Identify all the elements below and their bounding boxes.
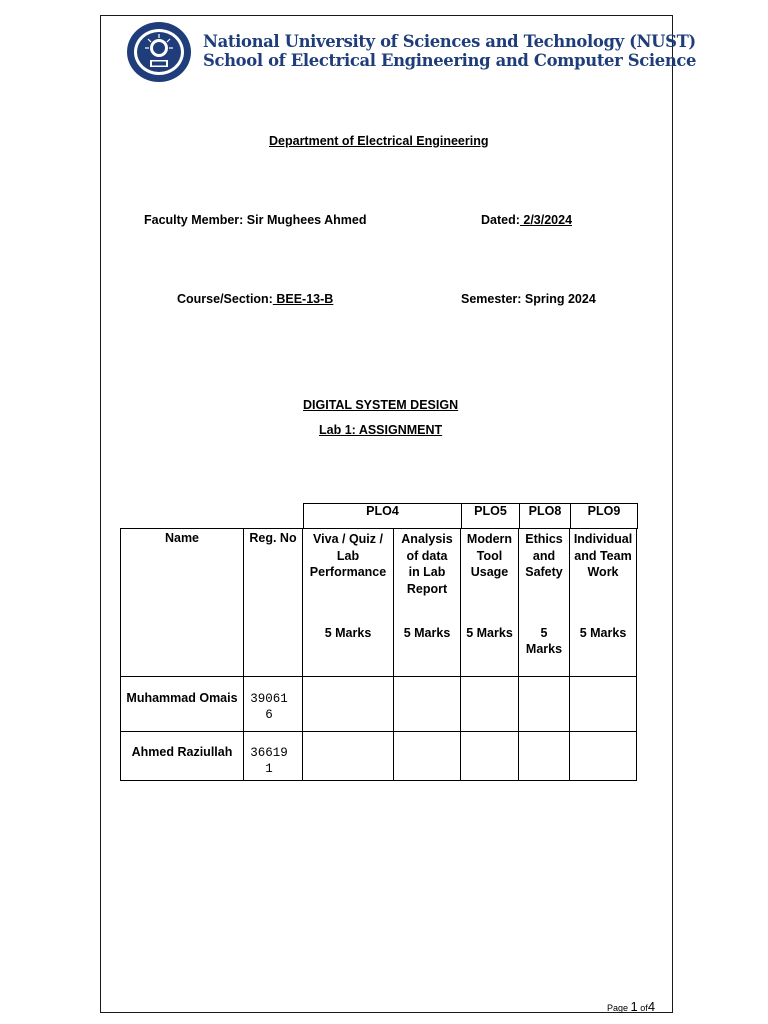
individual-cell[interactable] bbox=[570, 677, 637, 732]
plo9-header: PLO9 bbox=[571, 504, 638, 529]
viva-marks: 5 Marks bbox=[324, 625, 372, 640]
plo4-header: PLO4 bbox=[304, 504, 462, 529]
modern-marks: 5 Marks bbox=[466, 625, 513, 640]
dated-field bbox=[481, 213, 572, 227]
indiv-marks: 5 Marks bbox=[579, 625, 627, 640]
modern-cell[interactable] bbox=[461, 677, 519, 732]
viva-line-1: Viva / Quiz / bbox=[313, 532, 383, 546]
of-word: of bbox=[640, 1003, 648, 1013]
plo8-header: PLO8 bbox=[520, 504, 571, 529]
modern-header bbox=[461, 529, 519, 677]
analysis-cell[interactable] bbox=[394, 732, 461, 781]
modern-cell[interactable] bbox=[461, 732, 519, 781]
course-value: BEE-13-B bbox=[272, 292, 334, 306]
header-row bbox=[121, 529, 637, 677]
modern-line-3: Usage bbox=[470, 565, 509, 579]
analysis-line-2: of data bbox=[406, 548, 448, 563]
analysis-header bbox=[394, 529, 461, 677]
analysis-line-1: Analysis bbox=[401, 532, 453, 546]
ethics-cell[interactable] bbox=[519, 677, 570, 732]
assessment-table bbox=[120, 528, 637, 781]
page-footer bbox=[607, 999, 655, 1014]
student-reg bbox=[244, 677, 303, 732]
page-word: Page bbox=[607, 1003, 629, 1013]
indiv-line-1: Individual bbox=[573, 532, 633, 546]
page-number: 1 bbox=[630, 999, 638, 1014]
analysis-cell[interactable] bbox=[394, 677, 461, 732]
viva-line-3: Performance bbox=[309, 565, 387, 579]
ethics-marks-1: 5 bbox=[540, 625, 548, 640]
department-title: Department of Electrical Engineering bbox=[269, 134, 489, 148]
indiv-line-2: and Team bbox=[574, 548, 632, 563]
reg-line-2: 6 bbox=[265, 708, 273, 722]
course-title: DIGITAL SYSTEM DESIGN bbox=[303, 398, 459, 412]
individual-header bbox=[570, 529, 637, 677]
viva-cell[interactable] bbox=[303, 677, 394, 732]
reg-line-2: 1 bbox=[265, 762, 273, 776]
nust-logo-icon bbox=[126, 21, 192, 83]
analysis-line-3: in Lab bbox=[408, 565, 446, 579]
table-row bbox=[121, 732, 637, 781]
modern-line-1: Modern bbox=[466, 532, 513, 546]
dated-label: Dated: bbox=[481, 213, 520, 227]
school-name: School of Electrical Engineering and Computer Science bbox=[203, 51, 697, 70]
viva-header bbox=[303, 529, 394, 677]
viva-line-2: Lab bbox=[336, 548, 360, 563]
page-total: 4 bbox=[647, 999, 656, 1014]
ethics-header bbox=[519, 529, 570, 677]
individual-cell[interactable] bbox=[570, 732, 637, 781]
university-name: National University of Sciences and Technology (NUST) bbox=[203, 32, 696, 51]
plo5-header: PLO5 bbox=[462, 504, 520, 529]
reg-header: Reg. No bbox=[244, 529, 303, 677]
table-row bbox=[121, 677, 637, 732]
plo-header-table bbox=[303, 503, 638, 529]
student-name: Muhammad Omais bbox=[121, 677, 244, 732]
name-header: Name bbox=[121, 529, 244, 677]
reg-line-1: 36619 bbox=[250, 746, 288, 760]
ethics-line-3: Safety bbox=[525, 565, 563, 579]
analysis-marks: 5 Marks bbox=[403, 626, 451, 640]
student-name: Ahmed Raziullah bbox=[121, 732, 244, 781]
course-section bbox=[177, 292, 333, 306]
student-reg bbox=[244, 732, 303, 781]
ethics-marks-2: Marks bbox=[525, 642, 563, 656]
dated-value: 2/3/2024 bbox=[519, 213, 573, 227]
reg-line-1: 39061 bbox=[250, 692, 288, 706]
analysis-line-4: Report bbox=[406, 581, 448, 596]
ethics-line-2: and bbox=[532, 548, 556, 563]
ethics-line-1: Ethics bbox=[525, 532, 563, 546]
modern-line-2: Tool bbox=[476, 548, 503, 563]
lab-title: Lab 1: ASSIGNMENT bbox=[319, 423, 443, 437]
semester: Semester: Spring 2024 bbox=[461, 292, 596, 306]
faculty-member: Faculty Member: Sir Mughees Ahmed bbox=[144, 213, 367, 227]
indiv-line-3: Work bbox=[587, 565, 619, 579]
ethics-cell[interactable] bbox=[519, 732, 570, 781]
viva-cell[interactable] bbox=[303, 732, 394, 781]
course-label: Course/Section: bbox=[177, 292, 273, 306]
